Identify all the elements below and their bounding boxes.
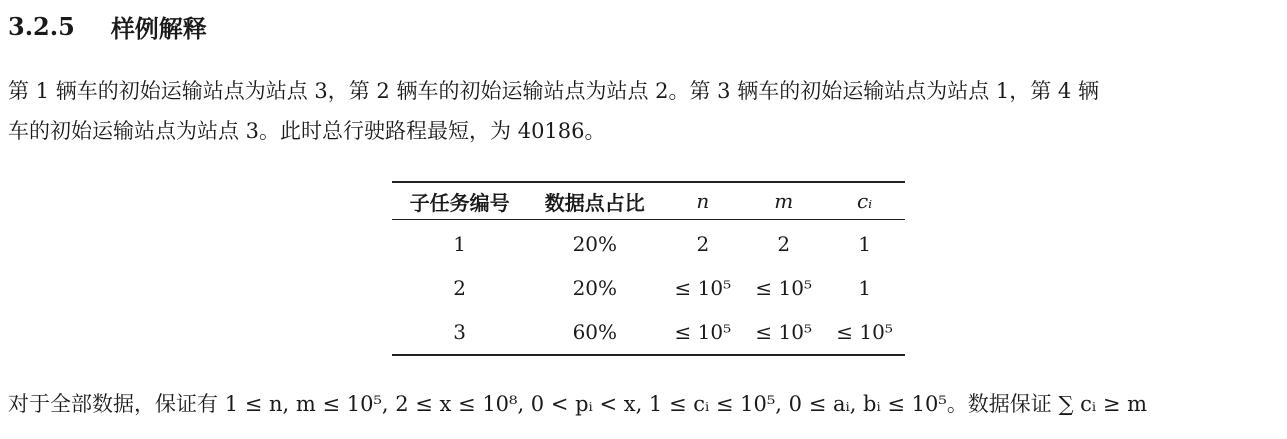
table-row [392, 310, 905, 355]
cell-data-ratio: 20% [572, 276, 618, 300]
constraints-middle: 。数据保证 [946, 392, 1059, 416]
explanation-line-2: 车的初始运输站点为站点 3。此时总行驶路程最短，为 40186。 [8, 119, 606, 143]
cell-m: ≤ 10⁵ [743, 310, 824, 355]
cell-n: ≤ 10⁵ [662, 310, 743, 355]
table-row [392, 220, 905, 267]
constraints-paragraph [8, 384, 1278, 424]
cell-n: 2 [696, 232, 710, 256]
cell-c: 1 [858, 232, 871, 256]
cell-n: ≤ 10⁵ [674, 276, 732, 300]
constraints-formula: 1 ≤ n, m ≤ 10⁵, 2 ≤ x ≤ 10⁸, 0 < pᵢ < x, 1 ≤ cᵢ ≤ 10⁵, 0 ≤ aᵢ, bᵢ ≤ 10⁵ [224, 392, 947, 416]
section-heading [8, 8, 207, 44]
cell-subtask-id: 1 [453, 232, 466, 256]
section-title: 样例解释 [110, 13, 207, 43]
cell-data-ratio: 20% [572, 232, 618, 256]
cell-data-ratio: 60% [527, 310, 662, 355]
table-header-row [392, 182, 905, 220]
cell-m: ≤ 10⁵ [755, 276, 812, 300]
header-data-ratio: 数据点占比 [527, 182, 662, 220]
header-c: cᵢ [824, 182, 905, 220]
subtask-table [392, 181, 905, 356]
header-n: n [662, 182, 743, 220]
cell-c: 1 [858, 276, 871, 300]
constraints-prefix: 对于全部数据，保证有 [8, 392, 225, 416]
cell-m: 2 [777, 232, 791, 256]
cell-subtask-id: 2 [453, 276, 466, 300]
cell-c: ≤ 10⁵ [824, 310, 905, 355]
header-m: m [743, 182, 824, 220]
header-subtask-id: 子任务编号 [392, 182, 527, 220]
table-row [392, 266, 905, 310]
explanation-line-1: 第 1 辆车的初始运输站点为站点 3，第 2 辆车的初始运输站点为站点 2。第 3 辆车的初始运输站点为站点 1，第 4 辆 [8, 79, 1099, 103]
cell-subtask-id: 3 [392, 310, 527, 355]
section-number: 3.2.5 [8, 11, 75, 41]
constraints-sum-formula: ∑ cᵢ ≥ m [1058, 392, 1148, 416]
explanation-paragraph [8, 71, 1278, 151]
